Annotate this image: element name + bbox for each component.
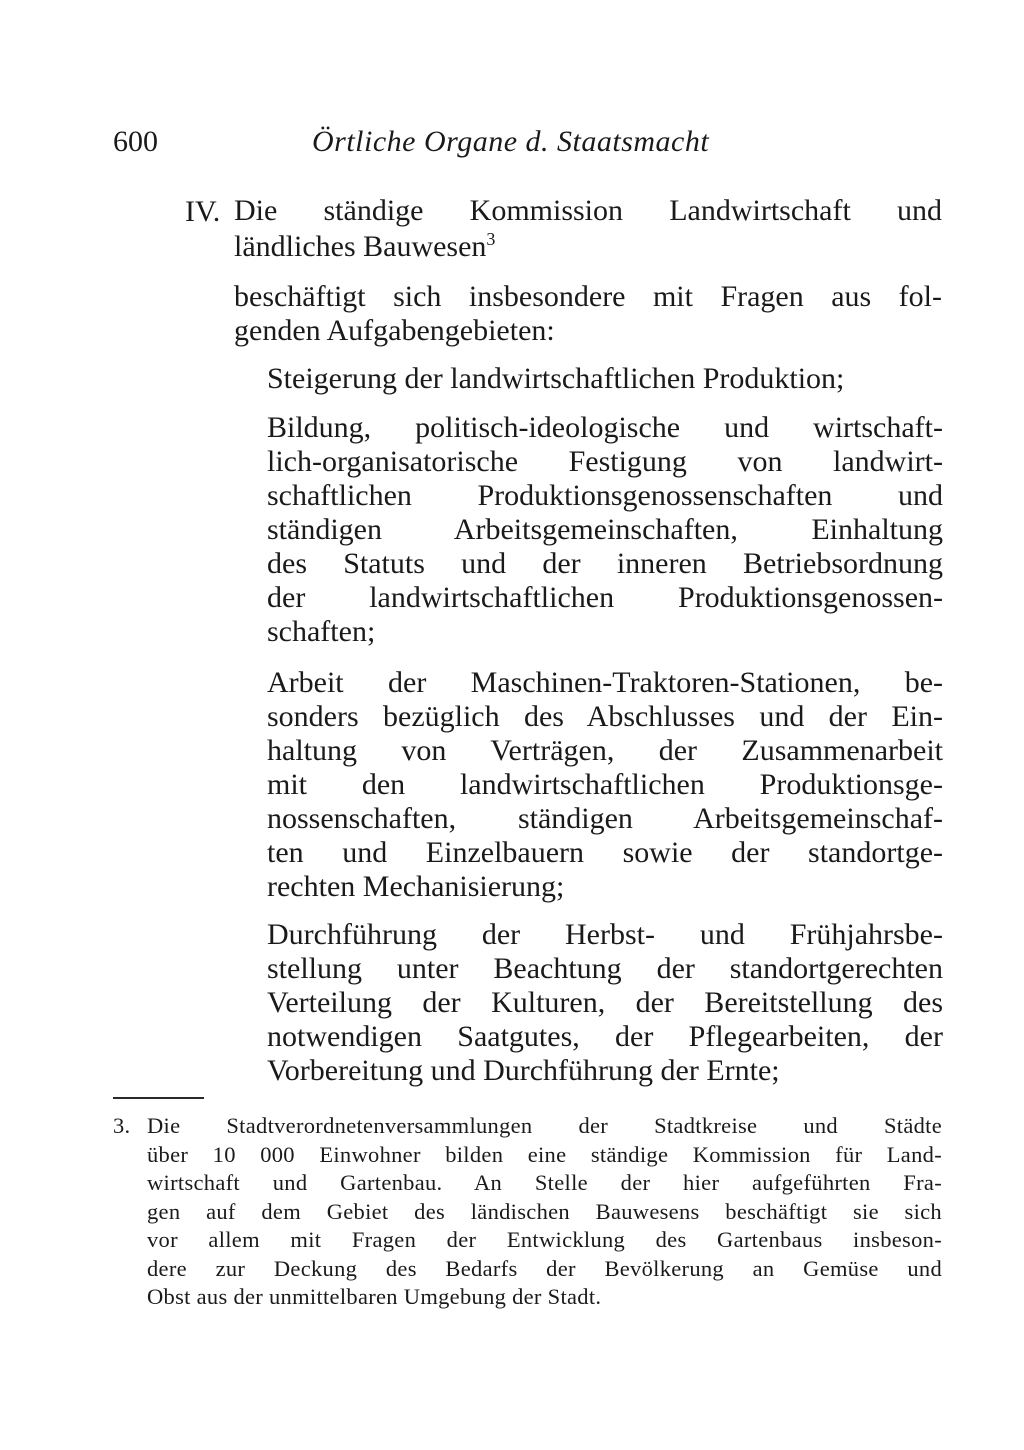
item-line: mit den landwirtschaftlichen Produktionsge- [267, 768, 943, 801]
section-numeral: IV. [185, 195, 221, 228]
intro-line: beschäftigt sich insbesondere mit Fragen aus fol- [234, 280, 942, 313]
item-line: stellung unter Beachtung der standortgerechten [267, 952, 943, 985]
footnote-divider [113, 1097, 204, 1099]
footnote-line: vor allem mit Fragen der Entwicklung des Gartenbaus insbeson- [147, 1227, 942, 1252]
intro-line: genden Aufgabengebieten: [234, 314, 555, 347]
item-line: Durchführung der Herbst- und Frühjahrsbe- [267, 918, 943, 951]
footnote-text [147, 1112, 942, 1312]
footnote-number: 3. [113, 1113, 131, 1138]
footnote-line: Die Stadtverordnetenversammlungen der Stadtkreise und Städte [147, 1113, 942, 1138]
footnote-line: über 10 000 Einwohner bilden eine ständige Kommission für Land- [147, 1141, 942, 1167]
item-line: sonders bezüglich des Abschlusses und der Ein- [267, 700, 943, 733]
item-line: Vorbereitung und Durchführung der Ernte; [267, 1054, 780, 1087]
running-head: Örtliche Organe d. Staatsmacht [312, 125, 710, 158]
item-line: haltung von Verträgen, der Zusammenarbeit [267, 734, 943, 767]
item-line: ständigen Arbeitsgemeinschaften, Einhaltung [267, 513, 943, 546]
footnote-reference: 3 [486, 229, 496, 249]
item-line: nossenschaften, ständigen Arbeitsgemeinschaf- [267, 802, 943, 835]
item-line: Arbeit der Maschinen-Traktoren-Stationen, be- [267, 666, 943, 699]
item-line: schaften; [267, 615, 376, 648]
item-line: ten und Einzelbauern sowie der standortge- [267, 836, 943, 869]
task-item-harvest [267, 918, 943, 1088]
footnote-line: Obst aus der unmittelbaren Umgebung der Stadt. [147, 1284, 602, 1309]
task-item-cooperatives [267, 411, 943, 649]
item-line: rechten Mechanisierung; [267, 870, 565, 903]
item-line: der landwirtschaftlichen Produktionsgenossen- [267, 581, 943, 614]
item-line: notwendigen Saatgutes, der Pflegearbeiten, der [267, 1020, 943, 1053]
item-line: Verteilung der Kulturen, der Bereitstellung des [267, 986, 943, 1019]
section-intro [234, 280, 942, 348]
page-number: 600 [113, 125, 158, 158]
task-item-mts [267, 666, 943, 904]
item-line: Bildung, politisch-ideologische und wirtschaft- [267, 411, 943, 444]
heading-line [234, 230, 942, 266]
heading-line: Die ständige Kommission Landwirtschaft und [234, 194, 942, 227]
item-line: des Statuts und der inneren Betriebsordnung [267, 547, 943, 580]
footnote-line: wirtschaft und Gartenbau. An Stelle der hier aufgeführten Fra- [147, 1170, 942, 1195]
footnote-line: dere zur Deckung des Bedarfs der Bevölkerung an Gemüse und [147, 1255, 942, 1281]
item-line: lich-organisatorische Festigung von landwirt- [267, 445, 943, 478]
item-line: Steigerung der landwirtschaftlichen Produktion; [267, 362, 845, 395]
item-line: schaftlichen Produktionsgenossenschaften und [267, 479, 943, 512]
heading-line-text: ländliches Bauwesen [234, 230, 487, 263]
section-heading [234, 194, 942, 266]
task-item-production [267, 362, 943, 396]
footnote-line: gen auf dem Gebiet des ländischen Bauwesens beschäftigt sie sich [147, 1198, 942, 1224]
